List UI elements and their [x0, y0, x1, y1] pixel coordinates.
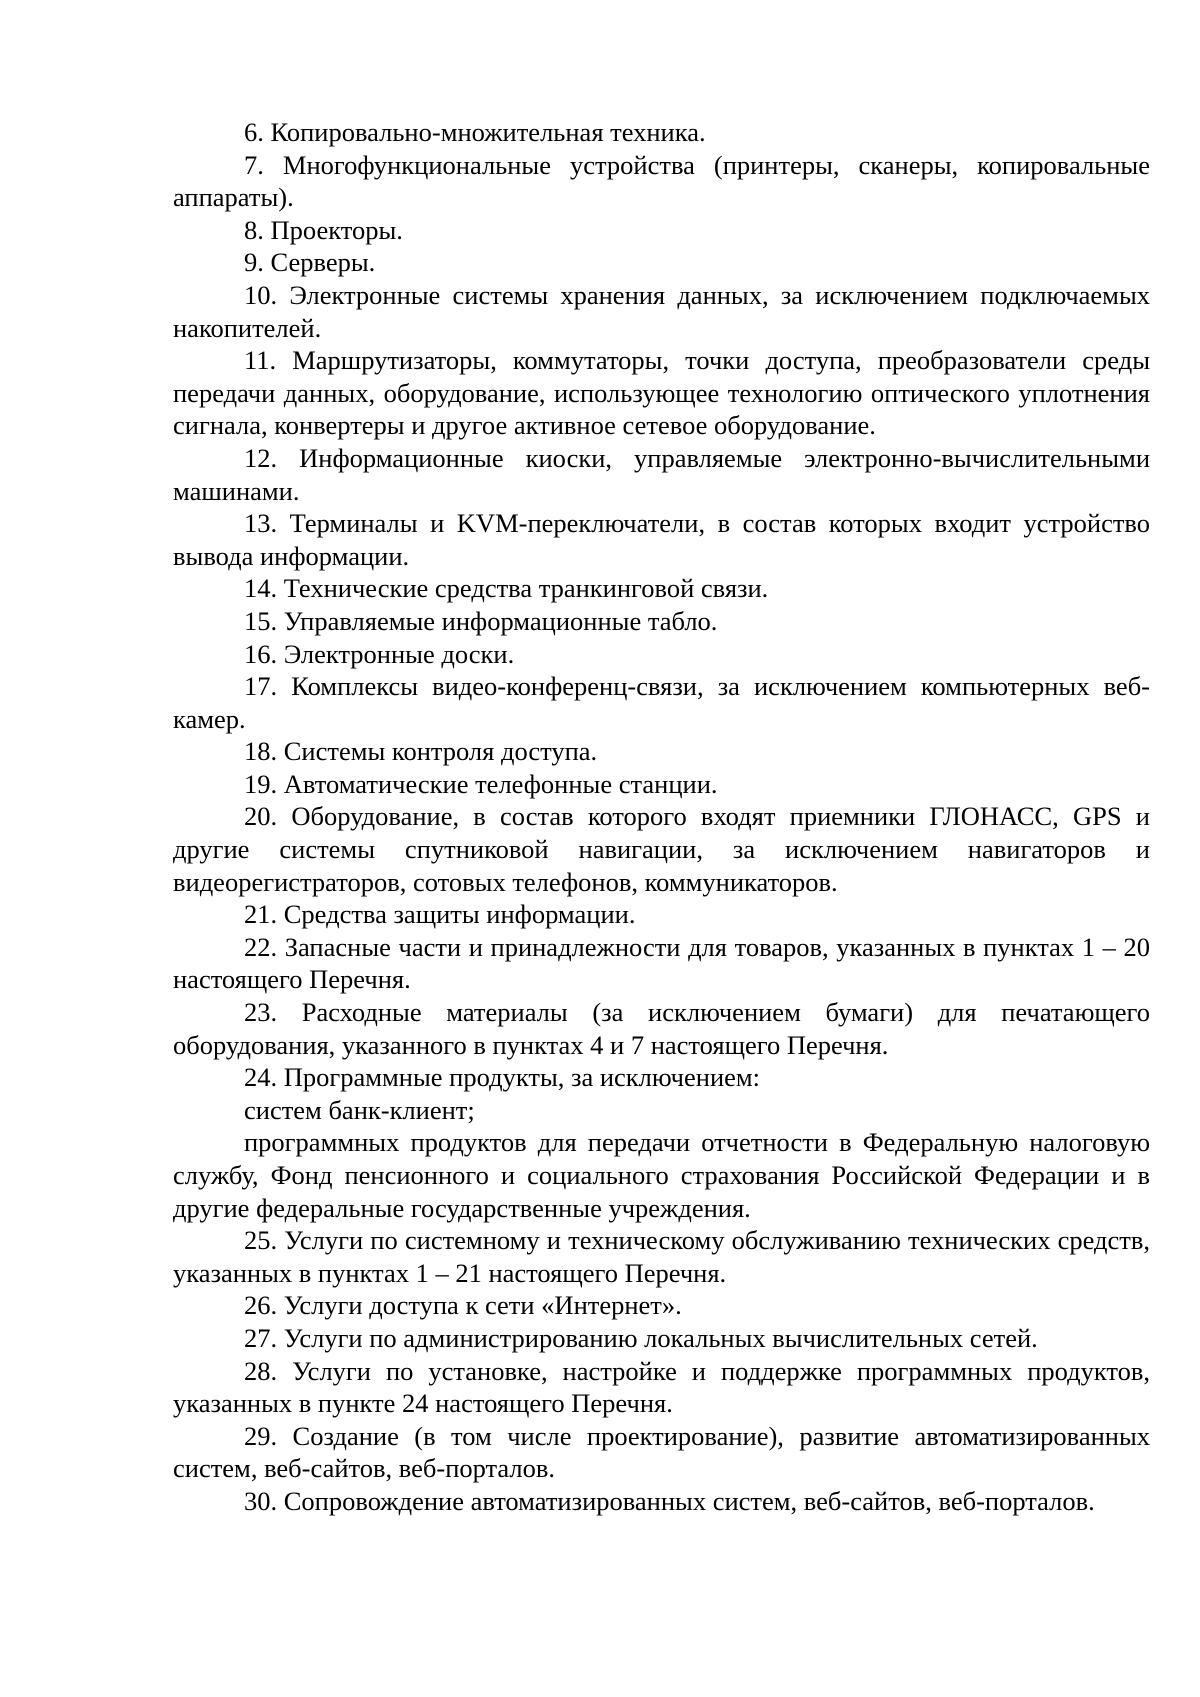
list-item-20: 20. Оборудование, в состав которого входят приемники ГЛОНАСС, GPS и другие системы спутниковой навигации, за исключением навигаторов и видеорегистраторов, сотовых телефонов, коммуникаторов. [173, 801, 1150, 897]
list-item-21: 21. Средства защиты информации. [244, 899, 636, 930]
list-item-13: 13. Терминалы и KVM-переключатели, в состав которых входит устройство вывода информации. [173, 508, 1150, 571]
list-item-24: 24. Программные продукты, за исключением: [244, 1062, 761, 1093]
list-item-29: 29. Создание (в том числе проектирование), развитие автоматизированных систем, веб-сайтов, веб-порталов. [173, 1420, 1150, 1484]
list-item-26: 26. Услуги доступа к сети «Интернет». [244, 1290, 682, 1321]
list-item-19: 19. Автоматические телефонные станции. [244, 768, 718, 799]
list-item-28: 28. Услуги по установке, настройке и поддержке программных продуктов, указанных в пункте 24 настоящего Перечня. [173, 1355, 1150, 1419]
list-item-15: 15. Управляемые информационные табло. [244, 605, 718, 636]
list-item-6: 6. Копировально-множительная техника. [244, 117, 706, 147]
list-item-10: 10. Электронные системы хранения данных, за исключением подключаемых накопителей. [173, 279, 1150, 343]
list-item-18: 18. Системы контроля доступа. [244, 736, 598, 767]
list-item-24-subitem-1: систем банк-клиент; [244, 1094, 475, 1125]
list-item-12: 12. Информационные киоски, управляемые электронно-вычислительными машинами. [173, 442, 1150, 506]
list-item-30: 30. Сопровождение автоматизированных систем, веб-сайтов, веб-порталов. [244, 1485, 1095, 1516]
list-item-7: 7. Многофункциональные устройства (принтеры, сканеры, копировальные аппараты). [173, 149, 1150, 213]
list-item-11: 11. Маршрутизаторы, коммутаторы, точки доступа, преобразователи среды передачи данных, оборудование, использующее технологию оптического уплотнения сигнала, конвертеры и другое активное сетевое оборудование. [173, 345, 1150, 441]
list-item-16: 16. Электронные доски. [244, 638, 515, 669]
list-item-17: 17. Комплексы видео-конференц-связи, за исключением компьютерных веб-камер. [173, 671, 1150, 734]
list-item-23: 23. Расходные материалы (за исключением бумаги) для печатающего оборудования, указанного в пунктах 4 и 7 настоящего Перечня. [173, 997, 1150, 1060]
document-body [173, 116, 1150, 1518]
list-item-24-subitem-2: программных продуктов для передачи отчетности в Федеральную налоговую службу, Фонд пенсионного и социального страхования Российской Федерации и в другие федеральные государственные учреждения. [173, 1127, 1150, 1223]
list-item-22: 22. Запасные части и принадлежности для товаров, указанных в пунктах 1 – 20 настоящего Перечня. [173, 931, 1150, 995]
list-item-9: 9. Серверы. [244, 247, 376, 278]
list-item-14: 14. Технические средства транкинговой связи. [244, 573, 769, 604]
list-item-25: 25. Услуги по системному и техническому обслуживанию технических средств, указанных в пунктах 1 – 21 настоящего Перечня. [173, 1225, 1150, 1288]
list-item-27: 27. Услуги по администрированию локальных вычислительных сетей. [244, 1322, 1038, 1353]
list-item-8: 8. Проекторы. [244, 214, 403, 245]
